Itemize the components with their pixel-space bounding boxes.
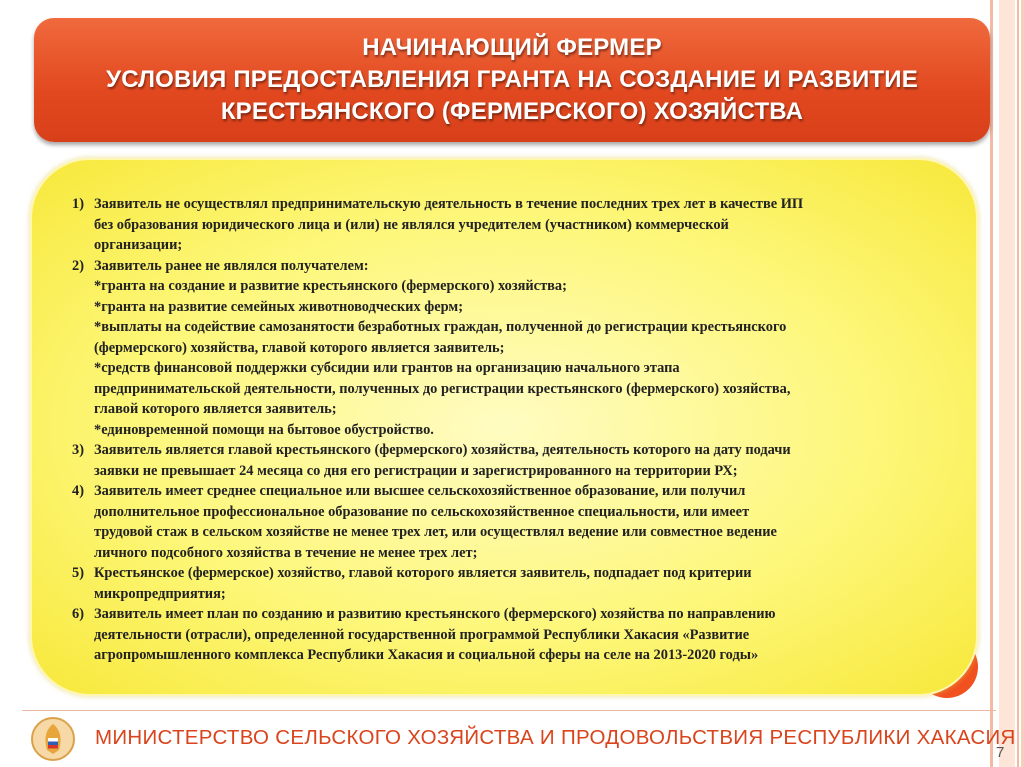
condition-text-line: Крестьянское (фермерское) хозяйство, главой которого является заявитель, подпадает под критерии [94, 565, 752, 581]
wheat-emblem-icon [30, 716, 76, 762]
condition-text-line: *выплаты на содействие самозанятости безработных граждан, полученной до регистрации крестьянского [94, 319, 787, 335]
condition-number: 3) [72, 442, 84, 458]
condition-number: 2) [72, 257, 84, 274]
footer-divider [22, 710, 996, 711]
condition-text-line: личного подсобного хозяйства в течение не менее трех лет; [94, 544, 478, 561]
condition-text-line: без образования юридического лица и (или) не являлся учредителем (участником) коммерческой [94, 216, 729, 233]
condition-text-line: агропромышленного комплекса Республики Хакасия и социальной сферы на селе на 2013-2020 годы» [94, 647, 759, 663]
condition-text-line: *гранта на создание и развитие крестьянского (фермерского) хозяйства; [94, 278, 567, 294]
page-number: 7 [996, 744, 1005, 761]
condition-text [94, 563, 952, 604]
condition-number: 6) [72, 606, 84, 622]
condition-text-line: (фермерского) хозяйства, главой которого является заявитель; [94, 339, 505, 356]
condition-item [72, 194, 952, 256]
condition-text-line: Заявитель имеет план по созданию и развитию крестьянского (фермерского) хозяйства по направлению [94, 606, 776, 622]
condition-text [94, 194, 952, 256]
condition-text-line: трудовой стаж в сельском хозяйстве не менее трех лет, или осуществлял ведение или совместное ведение [94, 524, 777, 540]
condition-item [72, 256, 952, 441]
title-line-1: НАЧИНАЮЩИЙ ФЕРМЕР [362, 34, 662, 61]
condition-text-line: заявки не превышает 24 месяца со дня его регистрации и зарегистрированного на территории РХ; [94, 462, 738, 479]
title-line-2: УСЛОВИЯ ПРЕДОСТАВЛЕНИЯ ГРАНТА НА СОЗДАНИЕ И РАЗВИТИЕ [106, 66, 918, 93]
condition-text-line: *средств финансовой поддержки субсидии или грантов на организацию начального этапа [94, 360, 680, 376]
condition-text-line: предпринимательской деятельности, полученных до регистрации крестьянского (фермерского) хозяйства, [94, 380, 791, 397]
condition-text-line: *единовременной помощи на бытовое обустройство. [94, 421, 434, 438]
condition-text-line: организации; [94, 237, 183, 253]
condition-text [94, 440, 952, 481]
decorative-stripes [990, 0, 1024, 767]
condition-text [94, 256, 952, 441]
condition-text-line: главой которого является заявитель; [94, 401, 337, 417]
condition-text [94, 481, 952, 563]
condition-number: 4) [72, 483, 84, 499]
condition-text [94, 604, 952, 666]
title-line-3: КРЕСТЬЯНСКОГО (ФЕРМЕРСКОГО) ХОЗЯЙСТВА [220, 98, 804, 125]
condition-text-line: Заявитель ранее не являлся получателем: [94, 257, 369, 274]
title-banner [34, 18, 990, 142]
condition-item [72, 563, 952, 604]
ministry-name: МИНИСТЕРСТВО СЕЛЬСКОГО ХОЗЯЙСТВА И ПРОДОВОЛЬСТВИЯ РЕСПУБЛИКИ ХАКАСИЯ [95, 726, 1016, 749]
condition-number: 1) [72, 196, 84, 212]
condition-text-line: Заявитель не осуществлял предпринимательскую деятельность в течение последних трех лет в качестве ИП [94, 196, 804, 212]
condition-item [72, 440, 952, 481]
condition-text-line: микропредприятия; [94, 585, 226, 602]
conditions-list [72, 194, 952, 666]
condition-text-line: дополнительное профессиональное образование по сельскохозяйственное специальности, или имеет [94, 503, 750, 520]
condition-item [72, 481, 952, 563]
condition-number: 5) [72, 565, 84, 581]
condition-item [72, 604, 952, 666]
condition-text-line: Заявитель является главой крестьянского (фермерского) хозяйства, деятельность которого на дату подачи [94, 442, 791, 458]
condition-text-line: Заявитель имеет среднее специальное или высшее сельскохозяйственное образование, или получил [94, 483, 746, 499]
condition-text-line: деятельности (отрасли), определенной государственной программой Республики Хакасия «Развитие [94, 626, 750, 643]
condition-text-line: *гранта на развитие семейных животноводческих ферм; [94, 298, 463, 315]
